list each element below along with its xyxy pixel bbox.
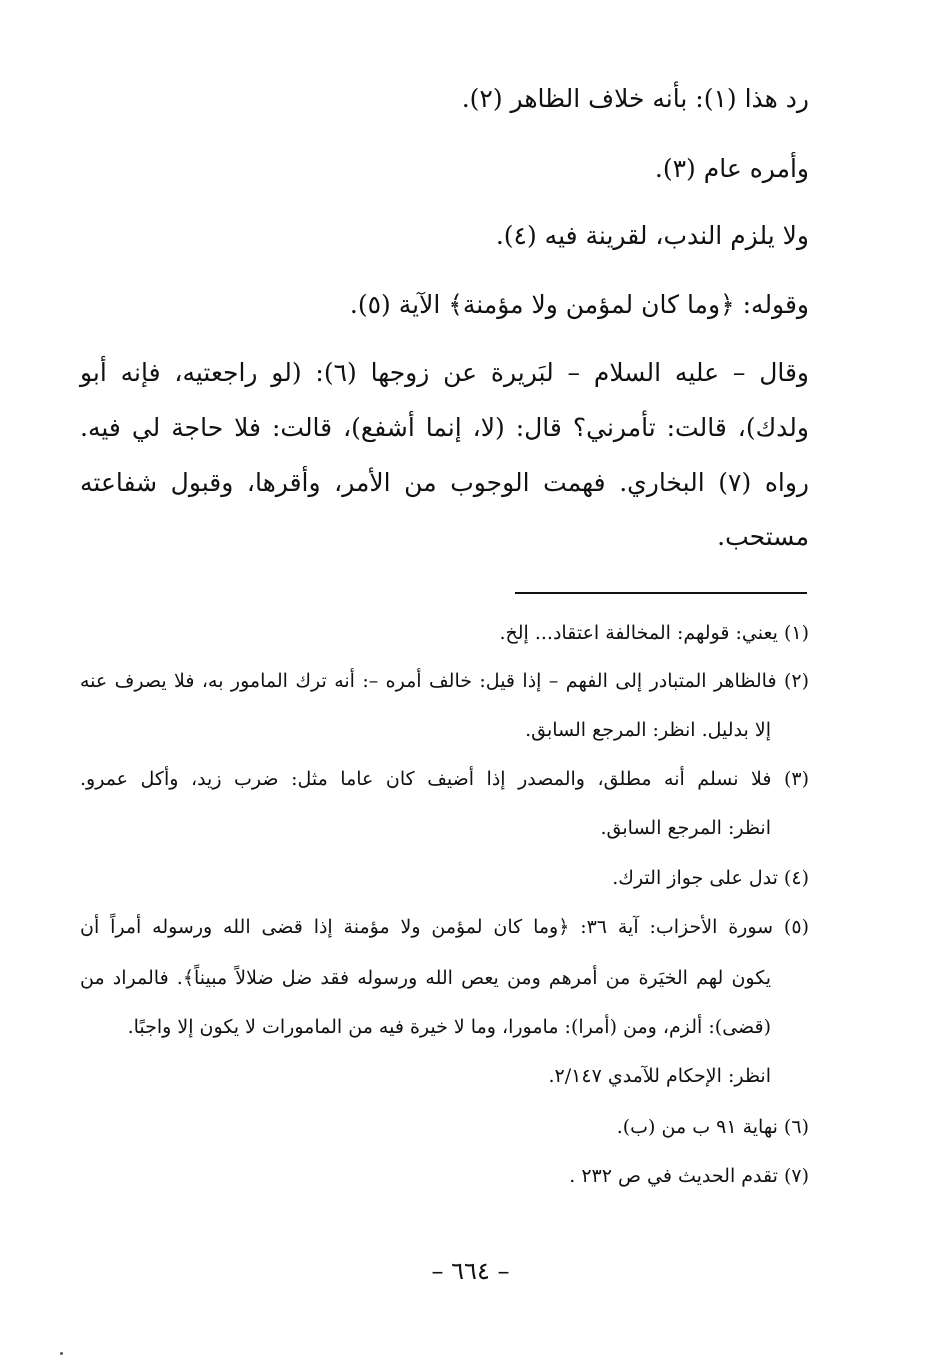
footnote-1: (١) يعني: قولهم: المخالفة اعتقاد... إلخ.: [499, 622, 809, 644]
footnote-3-line-2: انظر: المرجع السابق.: [600, 817, 771, 839]
footnote-2-line-2: إلا بدليل. انظر: المرجع السابق.: [525, 719, 771, 741]
footnote-4: (٤) تدل على جواز الترك.: [612, 867, 809, 889]
footnote-2-line-1: (٢) فالظاهر المتبادر إلى الفهم – إذا قيل: خالف أمره –: أنه ترك المامور به، فلا يصرف عنه: [80, 670, 809, 692]
body-line-1: رد هذا (١): بأنه خلاف الظاهر (٢).: [461, 84, 809, 113]
page-number: – ٦٦٤ –: [431, 1257, 510, 1285]
footnote-3-line-1: (٣) فلا نسلم أنه مطلق، والمصدر إذا أضيف كان عاما مثل: ضرب زيد، وأكل عمرو.: [80, 768, 809, 790]
footnote-5-line-3: (قضى): ألزم، ومن (أمرا): مامورا، وما لا خيرة فيه من المامورات لا يكون إلا واجبًا.: [127, 1016, 771, 1038]
body-line-2: وأمره عام (٣).: [654, 154, 809, 183]
body-line-8: مستحب.: [717, 522, 809, 551]
scan-speck: [60, 1352, 63, 1355]
footnote-7: (٧) تقدم الحديث في ص ٢٣٢ .: [569, 1165, 809, 1187]
body-line-4: وقوله: ﴿وما كان لمؤمن ولا مؤمنة﴾ الآية (٥).: [349, 290, 809, 319]
body-line-7: رواه (٧) البخاري. فهمت الوجوب من الأمر، وأقرها، وقبول شفاعته: [80, 468, 810, 497]
body-line-3: ولا يلزم الندب، لقرينة فيه (٤).: [495, 221, 809, 250]
footnote-6: (٦) نهاية ٩١ ب من (ب).: [616, 1116, 809, 1138]
body-line-6: ولدك)، قالت: تأمرني؟ قال: (لا، إنما أشفع)، قالت: فلا حاجة لي فيه.: [80, 413, 809, 442]
footnote-5-line-4: انظر: الإحكام للآمدي ٢/١٤٧.: [548, 1065, 771, 1087]
body-line-5: وقال – عليه السلام – لبَريرة عن زوجها (٦): (لو راجعتيه، فإنه أبو: [80, 358, 810, 387]
footnote-5-line-2: يكون لهم الخيَرة من أمرهم ومن يعص الله ورسوله فقد ضل ضلالاً مبيناً﴾. فالمراد من: [80, 967, 771, 989]
footnote-separator: [515, 592, 807, 594]
footnote-5-line-1: (٥) سورة الأحزاب: آية ٣٦: ﴿وما كان لمؤمن ولا مؤمنة إذا قضى الله ورسوله أمراً أن: [80, 916, 809, 938]
